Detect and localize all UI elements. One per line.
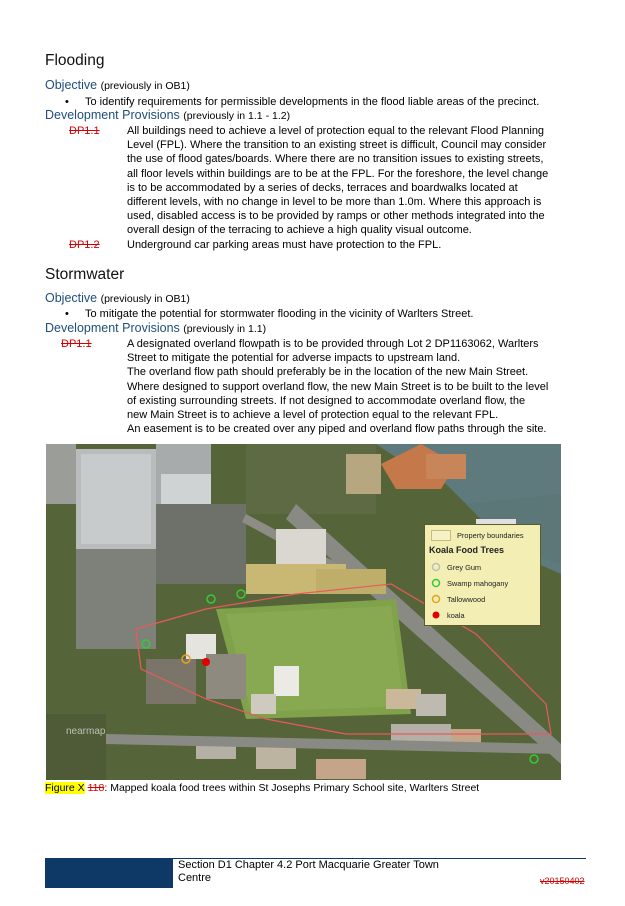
provision-code: DP1.1 [69, 125, 100, 137]
figure-caption-text: : Mapped koala food trees within St Josephs Primary School site, Warlters Street [104, 782, 480, 794]
stormwater-provision-dp11 [45, 337, 590, 437]
provision-text: A designated overland flowpath is to be provided through Lot 2 DP1163062, Warlters Street to mitigate the potential for adverse impacts to upstream land. The overland flow path should preferably be in the location of the new Main Street. Where designed to support overland flow, the new Main Street is to be built to the level of existing surrounding streets. If not designed to accommodate overland flow, the new Main Street is to achieve a level of protection equal to the relevant FPL. An easement is to be created over any piped and overland flow paths through the site. [127, 338, 549, 436]
flooding-objective-bullet: • To identify requirements for permissible developments in the flood liable areas of the precinct. [65, 96, 540, 108]
legend-row-swamp-mahogany: Swamp mahogany [431, 578, 508, 588]
legend-row-koala: koala [431, 610, 465, 620]
flooding-provision-dp12 [45, 238, 590, 253]
stormwater-heading: Stormwater [45, 266, 125, 283]
provisions-note: (previously in 1.1 - 1.2) [183, 110, 291, 122]
figure-old-number: 118 [87, 782, 105, 794]
koala-icon [431, 610, 441, 620]
provision-code: DP1.2 [69, 239, 100, 251]
provisions-label: Development Provisions [45, 108, 180, 122]
swamp-mahogany-icon [431, 578, 441, 588]
flooding-provisions-heading [45, 108, 290, 122]
figure-label: Figure X [45, 782, 85, 794]
boundary-swatch-icon [431, 530, 451, 541]
provision-text: All buildings need to achieve a level of protection equal to the relevant Flood Planning Level (FPL). Where the transition to an existing street is difficult, Council may consider the use of flood gates/boards. Where there are no transition issues to existing streets, all floor levels within buildings are to be at the FPL. For the foreshore, the level change is to be accommodated by a series of decks, terraces and boardwalks located at different levels, with no change in level to be more than 1.0m. Where this approach is used, disabled access is to be provided by ramps or other methods integrated into the overall design of the terracing to achieve a high quality visual outcome. [127, 125, 549, 237]
map-watermark: nearmap [66, 726, 106, 737]
stormwater-objective-bullet: • To mitigate the potential for stormwater flooding in the vicinity of Warlters Street. [65, 308, 474, 320]
flooding-heading: Flooding [45, 52, 105, 69]
legend-row-tallowwood: Tallowwood [431, 594, 485, 604]
objective-note: (previously in OB1) [100, 80, 190, 92]
footer-version: v20150402 [540, 876, 585, 886]
bullet-icon: • [65, 308, 69, 320]
objective-note: (previously in OB1) [100, 293, 190, 305]
bullet-icon: • [65, 96, 69, 108]
figure-caption [45, 782, 479, 794]
provisions-note: (previously in 1.1) [183, 323, 267, 335]
objective-label: Objective [45, 291, 98, 305]
flooding-objective-heading [45, 78, 190, 92]
aerial-map [46, 444, 561, 780]
legend-row-boundaries: Property boundaries [431, 530, 524, 541]
provision-text: Underground car parking areas must have protection to the FPL. [127, 239, 442, 251]
tallowwood-icon [431, 594, 441, 604]
footer-color-block [45, 858, 173, 888]
legend-title: Koala Food Trees [429, 545, 505, 555]
provisions-label: Development Provisions [45, 321, 180, 335]
legend-row-grey-gum: Grey Gum [431, 562, 481, 572]
map-legend [424, 524, 541, 626]
provision-code: DP1.1 [61, 338, 92, 350]
grey-gum-icon [431, 562, 441, 572]
objective-label: Objective [45, 78, 98, 92]
footer-section-title: Section D1 Chapter 4.2 Port Macquarie Greater Town Centre [178, 859, 439, 884]
flooding-provision-dp11 [45, 124, 590, 238]
stormwater-objective-heading [45, 291, 190, 305]
stormwater-provisions-heading [45, 321, 266, 335]
